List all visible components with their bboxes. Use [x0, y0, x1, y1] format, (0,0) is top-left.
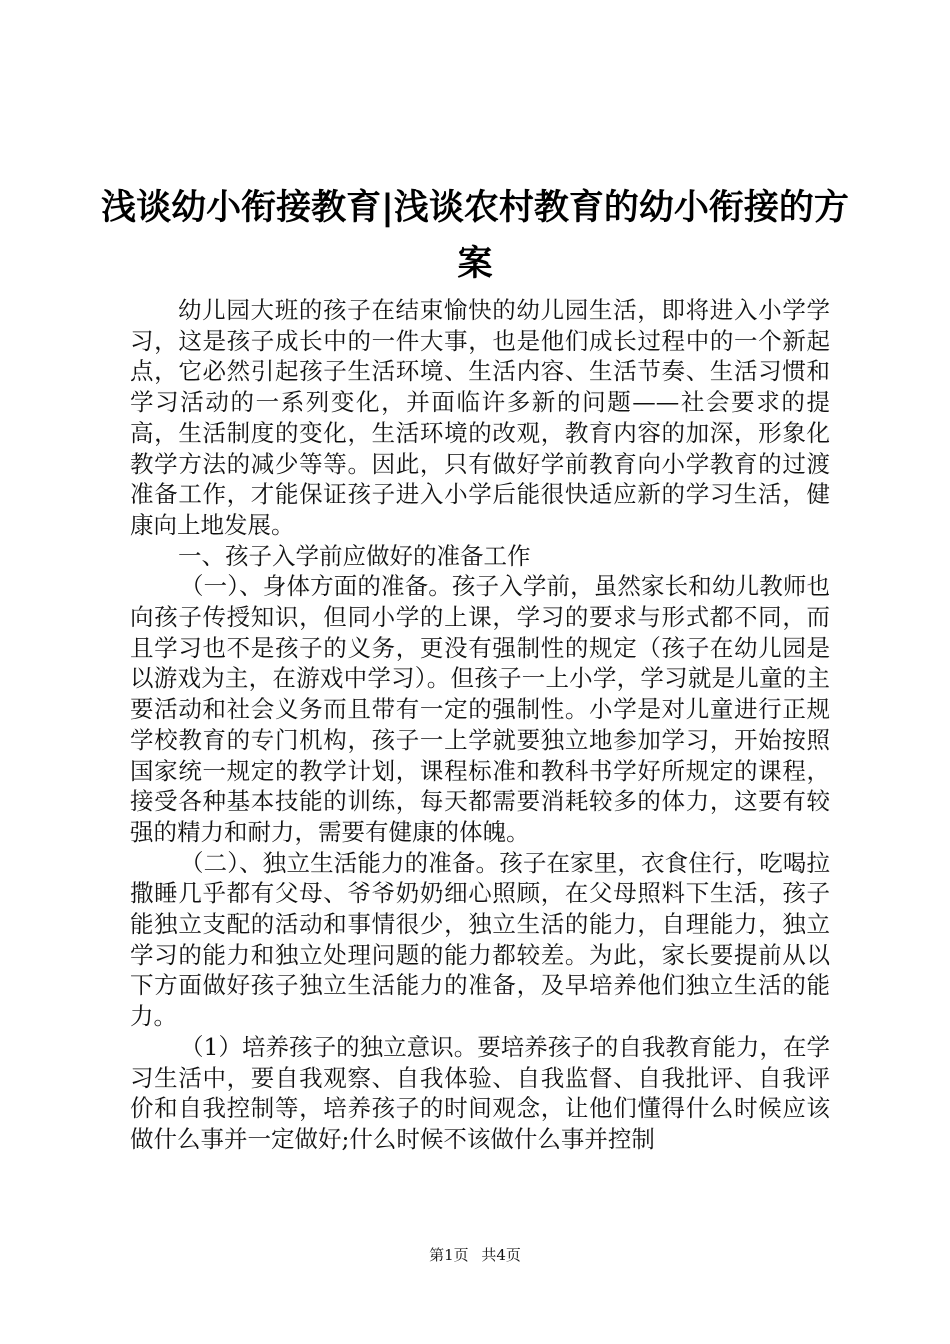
section-heading-1: 一、孩子入学前应做好的准备工作: [178, 541, 531, 570]
paragraph-independent-living: （二）、独立生活能力的准备。孩子在家里，衣食住行，吃喝拉撒睡几乎都有父母、爷爷奶奶细心照顾，在父母照料下生活，孩子能独立支配的活动和事情很少，独立生活的能力，自理能力，独立学习的能力和独立处理问题的能力都较差。为此，家长要提前从以下方面做好孩子独立生活能力的准备，及早培养他们独立生活的能力。: [130, 848, 830, 1031]
paragraph-physical-preparation: （一）、身体方面的准备。孩子入学前，虽然家长和幼儿教师也向孩子传授知识，但同小学的上课，学习的要求与形式都不同，而且学习也不是孩子的义务，更没有强制性的规定（孩子在幼儿园是以游戏为主，在游戏中学习）。但孩子一上小学，学习就是儿童的主要活动和社会义务而且带有一定的强制性。小学是对儿童进行正规学校教育的专门机构，孩子一上学就要独立地参加学习，开始按照国家统一规定的教学计划，课程标准和教科书学好所规定的课程，接受各种基本技能的训练，每天都需要消耗较多的体力，这要有较强的精力和耐力，需要有健康的体魄。: [130, 572, 830, 846]
paragraph-independent-awareness: （1）培养孩子的独立意识。要培养孩子的自我教育能力，在学习生活中，要自我观察、自我体验、自我监督、自我批评、自我评价和自我控制等，培养孩子的时间观念，让他们懂得什么时候应该做什么事并一定做好;什么时候不该做什么事并控制: [130, 1032, 830, 1153]
page-footer: [0, 1244, 950, 1265]
document-title: 浅谈幼小衔接教育|浅谈农村教育的幼小衔接的方案: [101, 188, 849, 284]
page-total: 共4页: [481, 1246, 521, 1264]
document-body: [130, 295, 830, 1155]
page-number: 第1页: [429, 1246, 469, 1264]
paragraph-intro: 幼儿园大班的孩子在结束愉快的幼儿园生活，即将进入小学学习，这是孩子成长中的一件大事，也是他们成长过程中的一个新起点，它必然引起孩子生活环境、生活内容、生活节奏、生活习惯和学习活动的一系列变化，并面临许多新的问题——社会要求的提高，生活制度的变化，生活环境的改观，教育内容的加深，形象化教学方法的减少等等。因此，只有做好学前教育向小学教育的过渡准备工作，才能保证孩子进入小学后能很快适应新的学习生活，健康向上地发展。: [130, 296, 830, 539]
